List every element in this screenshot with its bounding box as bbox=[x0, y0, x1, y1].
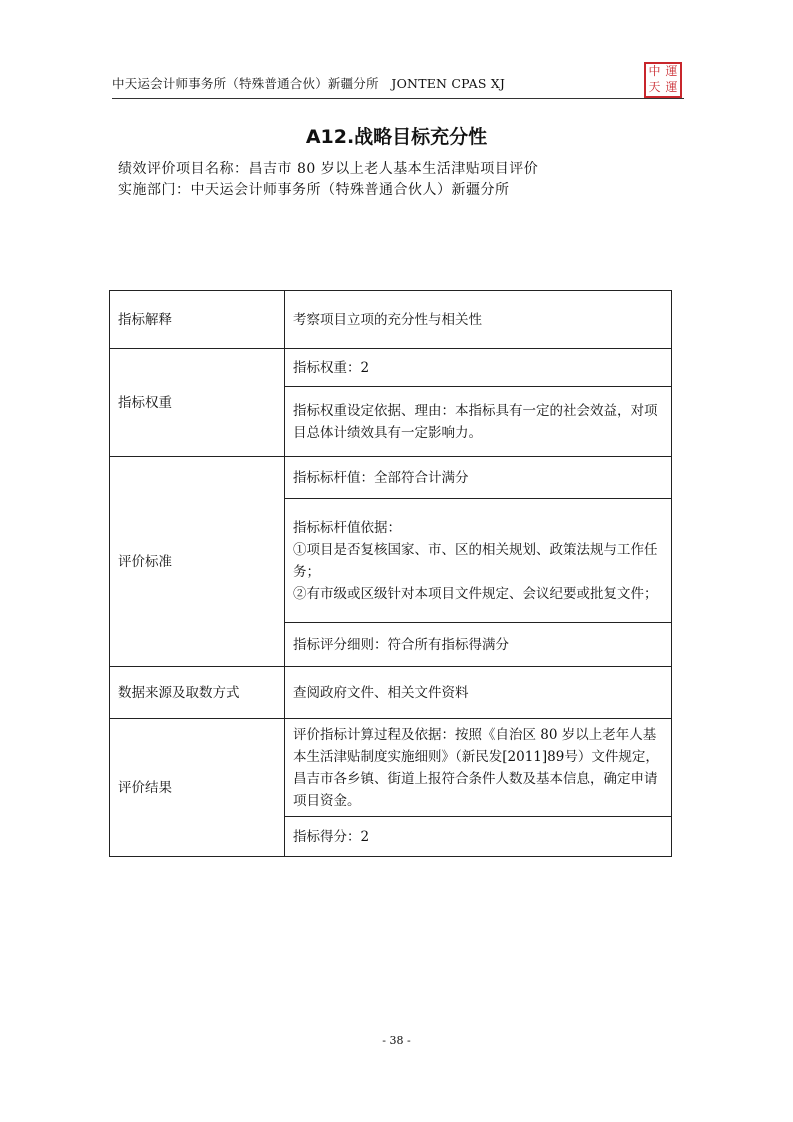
standard-basis-line: ①项目是否复核国家、市、区的相关规划、政策法规与工作任务； bbox=[293, 541, 658, 580]
header-divider bbox=[112, 98, 684, 99]
logo-glyph: 運 bbox=[665, 64, 678, 78]
page-number: - 38 - bbox=[382, 1034, 411, 1047]
standard-benchmark: 指标标杆值：全部符合计满分 bbox=[285, 457, 672, 499]
standard-basis bbox=[285, 499, 672, 623]
header-firm-name: 中天运会计师事务所（特殊普通合伙）新疆分所 JONTEN CPAS XJ bbox=[112, 76, 506, 91]
table-row bbox=[110, 667, 672, 719]
result-process: 评价指标计算过程及依据：按照《自治区 80 岁以上老年人基本生活津贴制度实施细则》（新民发[2011]89号）文件规定，昌吉市各乡镇、街道上报符合条件人数及基本信息，确定申请项目资金。 bbox=[285, 719, 672, 817]
table-row bbox=[110, 719, 672, 817]
table-row bbox=[110, 457, 672, 499]
result-score: 指标得分：2 bbox=[285, 817, 672, 857]
weight-value: 指标权重：2 bbox=[285, 349, 672, 387]
department-line: 实施部门：中天运会计师事务所（特殊普通合伙人）新疆分所 bbox=[118, 182, 510, 198]
logo-glyph: 中 bbox=[648, 64, 661, 78]
row-label: 评价标准 bbox=[110, 457, 285, 667]
row-label: 指标权重 bbox=[110, 349, 285, 457]
logo-glyph: 運 bbox=[665, 80, 678, 94]
source-value: 查阅政府文件、相关文件资料 bbox=[285, 667, 672, 719]
project-name-line: 绩效评价项目名称：昌吉市 80 岁以上老人基本生活津贴项目评价 bbox=[118, 161, 539, 177]
logo-glyph: 天 bbox=[648, 80, 661, 94]
firm-logo bbox=[644, 62, 682, 98]
evaluation-table bbox=[109, 290, 672, 857]
table-row bbox=[110, 291, 672, 349]
table-row bbox=[110, 349, 672, 387]
standard-detail: 指标评分细则：符合所有指标得满分 bbox=[285, 623, 672, 667]
row-label: 数据来源及取数方式 bbox=[110, 667, 285, 719]
standard-basis-line: ②有市级或区级针对本项目文件规定、会议纪要或批复文件； bbox=[293, 585, 658, 602]
row-label: 指标解释 bbox=[110, 291, 285, 349]
page-title: A12.战略目标充分性 bbox=[305, 126, 488, 148]
standard-basis-line: 指标标杆值依据： bbox=[293, 519, 401, 536]
explain-value: 考察项目立项的充分性与相关性 bbox=[285, 291, 672, 349]
row-label: 评价结果 bbox=[110, 719, 285, 857]
weight-basis: 指标权重设定依据、理由：本指标具有一定的社会效益，对项目总体计绩效具有一定影响力。 bbox=[285, 387, 672, 457]
